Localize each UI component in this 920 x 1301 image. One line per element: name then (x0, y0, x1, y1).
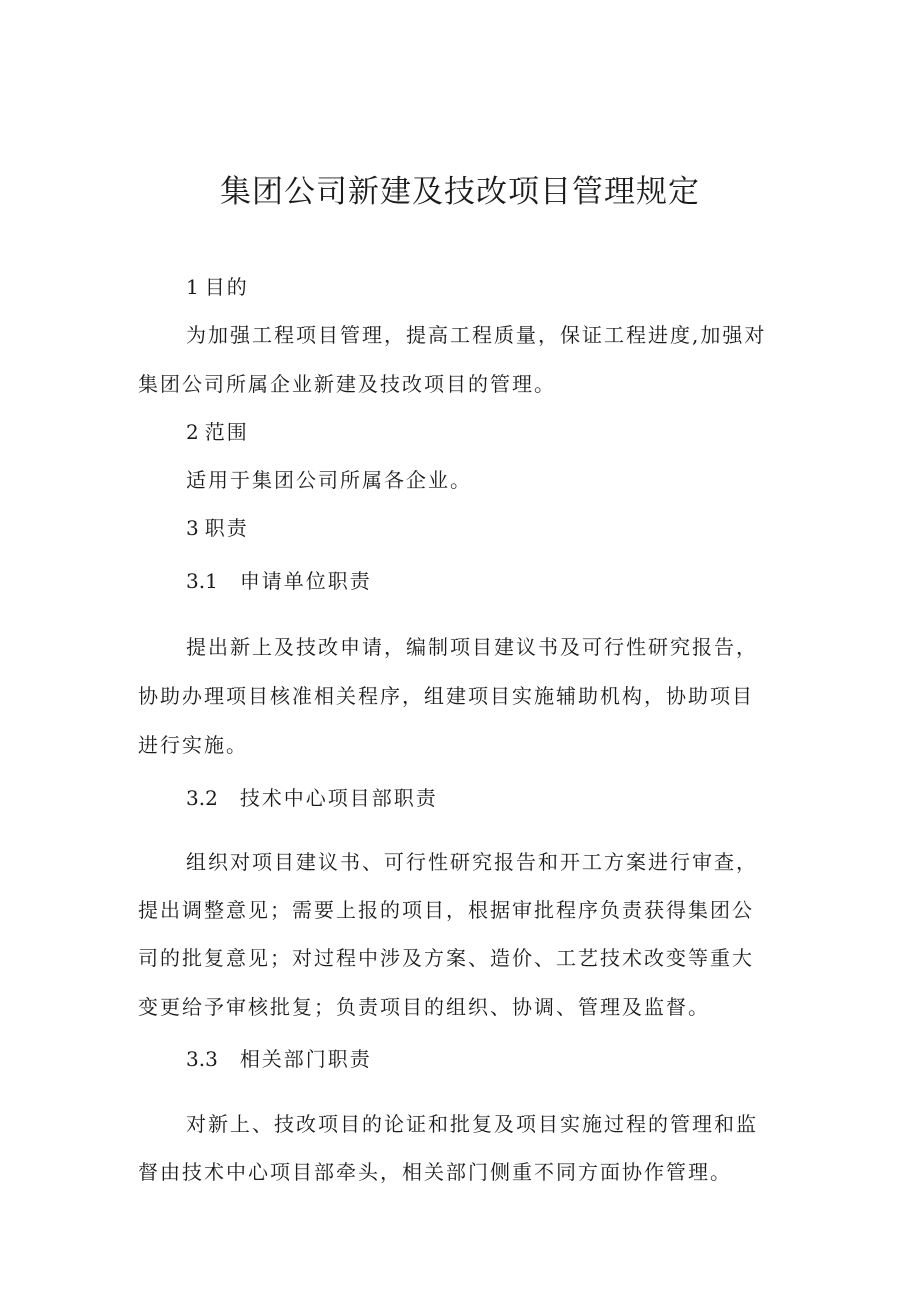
section-title: 职责 (204, 516, 249, 540)
paragraph-line: 督由技术中心项目部牵头，相关部门侧重不同方面协作管理。 (138, 1160, 732, 1184)
section-number: 3.3 (186, 1047, 218, 1071)
section-heading-1 (186, 274, 249, 300)
section-heading-2 (186, 419, 249, 445)
section-number: 3 (186, 516, 199, 540)
section-title: 相关部门职责 (239, 1047, 372, 1071)
paragraph-line: 集团公司所属企业新建及技改项目的管理。 (138, 372, 556, 396)
paragraph-line: 变更给予审核批复；负责项目的组织、协调、管理及监督。 (138, 995, 710, 1019)
paragraph-line: 司的批复意见；对过程中涉及方案、造价、工艺技术改变等重大 (138, 946, 754, 970)
paragraph-line: 组织对项目建议书、可行性研究报告和开工方案进行审查， (186, 850, 758, 874)
section-heading-3-3 (186, 1046, 372, 1072)
paragraph-line: 提出调整意见；需要上报的项目，根据审批程序负责获得集团公 (138, 898, 754, 922)
section-number: 3.1 (186, 569, 218, 593)
paragraph-line: 提出新上及技改申请，编制项目建议书及可行性研究报告， (186, 635, 758, 659)
section-heading-3-2 (186, 785, 438, 811)
document-title: 集团公司新建及技改项目管理规定 (220, 174, 700, 210)
section-title: 目的 (204, 275, 249, 299)
section-title: 技术中心项目部职责 (239, 786, 438, 810)
paragraph-line: 适用于集团公司所属各企业。 (186, 468, 472, 492)
section-number: 1 (186, 275, 199, 299)
section-heading-3-1 (186, 568, 372, 594)
section-number: 2 (186, 420, 199, 444)
paragraph-line: 为加强工程项目管理，提高工程质量，保证工程进度,加强对 (186, 323, 767, 347)
paragraph-line: 进行实施。 (138, 733, 248, 757)
paragraph-line: 协助办理项目核准相关程序，组建项目实施辅助机构，协助项目 (138, 684, 754, 708)
section-title: 申请单位职责 (239, 569, 372, 593)
section-title: 范围 (204, 420, 249, 444)
paragraph-line: 对新上、技改项目的论证和批复及项目实施过程的管理和监 (186, 1112, 758, 1136)
section-heading-3 (186, 515, 249, 541)
section-number: 3.2 (186, 786, 218, 810)
